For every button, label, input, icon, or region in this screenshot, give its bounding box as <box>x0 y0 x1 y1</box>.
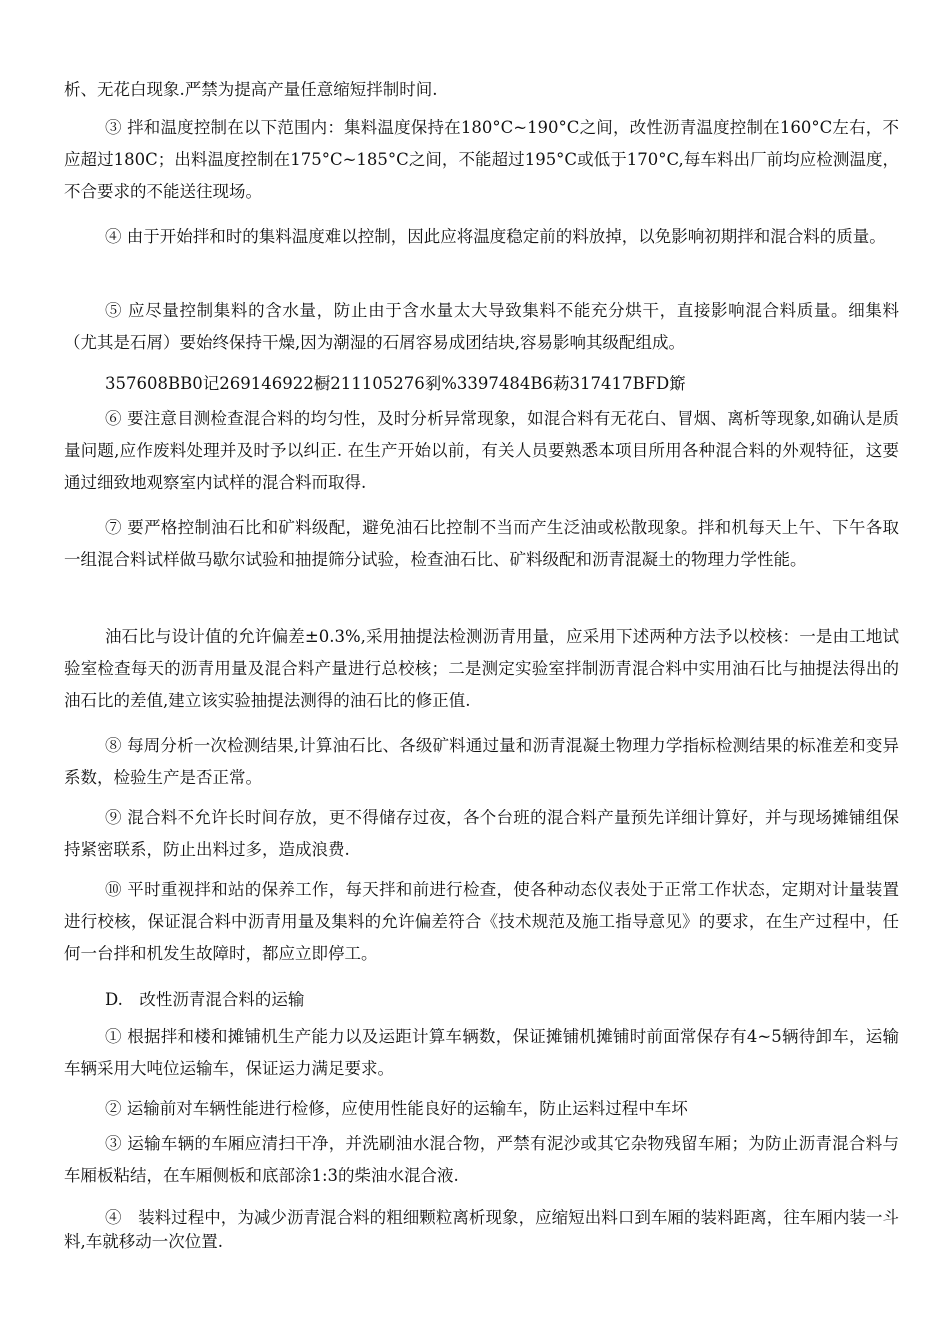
paragraph-transport-3: ③ 运输车辆的车厢应清扫干净，并洗刷油水混合物，严禁有泥沙或其它杂物残留车厢；为防止沥青混合料与车厢板粘结，在车厢侧板和底部涂1:3的柴油水混合液. <box>64 1134 899 1185</box>
paragraph-item-4: ④ 由于开始拌和时的集料温度难以控制，因此应将温度稳定前的料放掉，以免影响初期拌和混合料的质量。 <box>105 227 886 246</box>
paragraph-asphalt-ratio: 油石比与设计值的允许偏差±0.3%,采用抽提法检测沥青用量，应采用下述两种方法予以校核：一是由工地试验室检查每天的沥青用量及混合料产量进行总校核；二是测定实验室拌制沥青混合料中实用油石比与抽提法得出的油石比的差值,建立该实验抽提法测得的油石比的修正值. <box>64 627 899 710</box>
paragraph-continuation: 析、无花白现象.严禁为提高产量任意缩短拌制时间. <box>64 80 438 99</box>
paragraph-item-3: ③ 拌和温度控制在以下范围内：集料温度保持在180°C~190°C之间，改性沥青温度控制在160°C左右，不应超过180C；出料温度控制在175°C~185°C之间，不能超过195°C或低于170°C,每车料出厂前均应检测温度，不合要求的不能送往现场。 <box>64 118 899 201</box>
paragraph-item-5: ⑤ 应尽量控制集料的含水量，防止由于含水量太大导致集料不能充分烘干，直接影响混合料质量。细集料（尤其是石屑）要始终保持干燥,因为潮湿的石屑容易成团结块,容易影响其级配组成。 <box>64 301 899 352</box>
section-heading-transport: D. 改性沥青混合料的运输 <box>105 990 305 1009</box>
paragraph-transport-4: ④ 装料过程中，为减少沥青混合料的粗细颗粒离析现象，应缩短出料口到车厢的装料距离，往车厢内装一斗料,车就移动一次位置. <box>64 1208 899 1251</box>
paragraph-item-10: ⑩ 平时重视拌和站的保养工作，每天拌和前进行检查，使各种动态仪表处于正常工作状态，定期对计量装置进行校核，保证混合料中沥青用量及集料的允许偏差符合《技术规范及施工指导意见》的要求，在生产过程中，任何一台拌和机发生故障时，都应立即停工。 <box>64 880 899 963</box>
paragraph-item-9: ⑨ 混合料不允许长时间存放，更不得储存过夜，各个台班的混合料产量预先详细计算好，并与现场摊铺组保持紧密联系，防止出料过多，造成浪费. <box>64 808 899 859</box>
garbled-code-line: 357608BB0记269146922橱211105276剢%3397484B6菞317417BFD簛 <box>105 374 686 393</box>
paragraph-item-7: ⑦ 要严格控制油石比和矿料级配，避免油石比控制不当而产生泛油或松散现象。拌和机每天上午、下午各取一组混合料试样做马歇尔试验和抽提筛分试验，检查油石比、矿料级配和沥青混凝土的物理力学性能。 <box>64 518 899 569</box>
paragraph-item-6: ⑥ 要注意目测检查混合料的均匀性，及时分析异常现象，如混合料有无花白、冒烟、离析等现象,如确认是质量问题,应作废料处理并及时予以纠正. 在生产开始以前，有关人员要熟悉本项目所用各种混合料的外观特征，这要通过细致地观察室内试样的混合料而取得. <box>64 409 899 492</box>
paragraph-transport-1: ① 根据拌和楼和摊铺机生产能力以及运距计算车辆数，保证摊铺机摊铺时前面常保存有4~5辆待卸车，运输车辆采用大吨位运输车，保证运力满足要求。 <box>64 1027 899 1078</box>
paragraph-item-8: ⑧ 每周分析一次检测结果,计算油石比、各级矿料通过量和沥青混凝土物理力学指标检测结果的标准差和变异系数，检验生产是否正常。 <box>64 736 899 787</box>
paragraph-transport-2: ② 运输前对车辆性能进行检修，应使用性能良好的运输车，防止运料过程中车坏 <box>105 1099 688 1118</box>
